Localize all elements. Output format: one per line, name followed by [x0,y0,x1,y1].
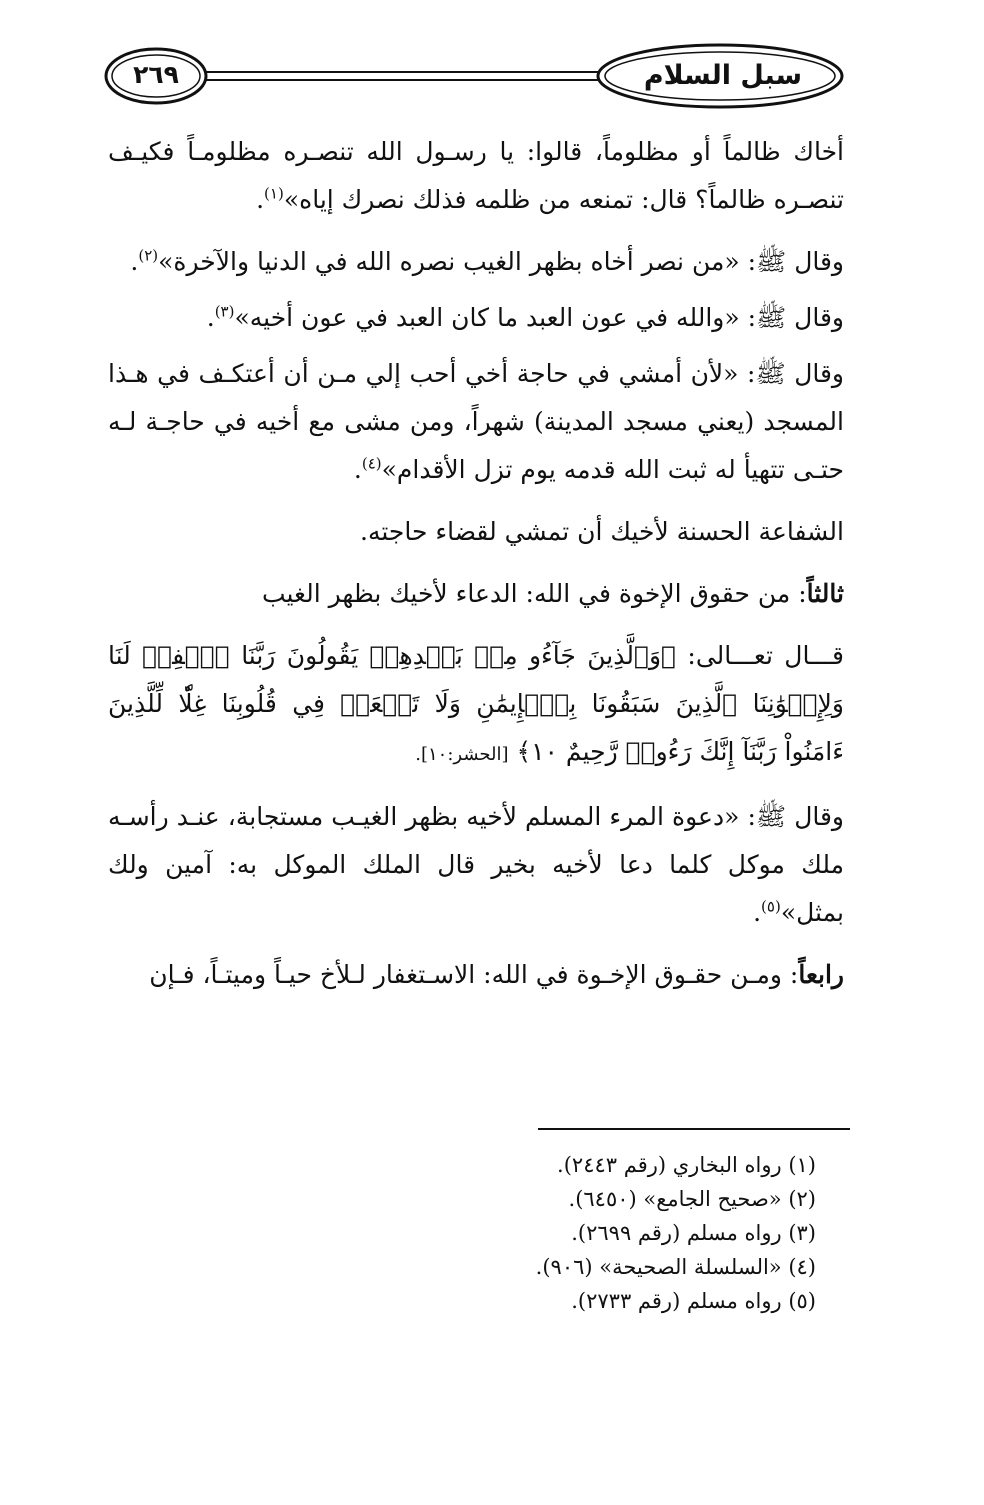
footnote-marker-2: (٢) [138,246,159,265]
footnote-marker-5: (٥) [761,897,781,916]
paragraph-4-text: وقال ﷺ: «لأن أمشي في حاجة أخي أحب إلي مـن أن أعتكـف في هـذا المسجد (يعني مسجد المدينة) شهراً، ومن مشى مع أخيه في حاجـة لـه حتـى تتهيأ له ثبت الله قدمه يوم تزل الأقدام» [108,359,844,484]
paragraph-9-text: : ومـن حقـوق الإخـوة في الله: الاسـتغفار لـلأخ حيـاً وميتـاً، فـإن [149,960,799,989]
paragraph-2: وقال ﷺ: «من نصر أخاه بظهر الغيب نصره الله في الدنيا والآخرة»$^{(٢)}$. [130,246,844,276]
paragraph-8-text: وقال ﷺ: «دعوة المرء المسلم لأخيه بظهر الغيـب مستجابة، عنـد رأسـه ملك موكل كلما دعا لأخيه بخير قال الملك الموكل به: آمين ولك بمثل» [108,802,844,927]
footnote-marker-1: (١) [264,184,284,203]
section-heading-third: ثالثاً [806,579,844,608]
footnote-marker-4: (٤) [361,454,382,473]
footnote-2: (٢) «صحيح الجامع» (٦٤٥٠). [568,1187,816,1211]
running-title: سبل السلام [643,60,803,91]
paragraph-6 [108,570,844,618]
footnote-5: (٥) رواه مسلم (رقم ٢٧٣٣). [571,1289,816,1313]
page-number: ٢٦٩ [133,60,179,89]
paragraph-1-text: أخاك ظالماً أو مظلوماً، قالوا: يا رسـول الله تنصـره مظلومـاً فكيـف تنصـره ظالماً؟ قال: تمنعه من ظلمه فذلك نصرك إياه» [108,137,844,214]
page-header [100,38,848,120]
paragraph-3-text: وقال ﷺ: «والله في عون العبد ما كان العبد في عون أخيه» [234,303,844,332]
section-heading-fourth: رابعاً [798,960,844,989]
footnote-1: (١) رواه البخاري (رقم ٢٤٤٣). [557,1153,816,1177]
paragraph-4: وقال ﷺ: «لأن أمشي في حاجة أخي أحب إلي مـن أن أعتكـف في هـذا المسجد (يعني مسجد المدينة) شهراً، ومن مشى مع أخيه في حاجـة لـه حتـى تتهيأ له ثبت الله قدمه يوم تزل الأقدام»$^{(٤)}$. [108,359,844,484]
paragraph-6-text: : من حقوق الإخوة في الله: الدعاء لأخيك بظهر الغيب [261,579,807,608]
paragraph-5 [108,508,844,556]
paragraph-8: وقال ﷺ: «دعوة المرء المسلم لأخيه بظهر الغيـب مستجابة، عنـد رأسـه ملك موكل كلما دعا لأخيه بخير قال الملك الموكل به: آمين ولك بمثل»$^{(٥)}$. [108,802,844,927]
footnote-separator [538,1128,850,1130]
body-text [108,128,844,1013]
paragraph-5-text: الشفاعة الحسنة لأخيك أن تمشي لقضاء حاجته. [360,517,844,546]
footnote-3: (٣) رواه مسلم (رقم ٢٦٩٩). [571,1221,816,1245]
quran-verse: ﴿وَٱلَّذِينَ جَآءُو مِنۢ بَعۡدِهِمۡ يَقُولُونَ رَبَّنَا ٱغۡفِرۡ لَنَا وَلِإِخۡوَٰنِنَا ٱلَّذِينَ سَبَقُونَا بِٱلۡإِيمَٰنِ وَلَا تَجۡعَلۡ فِي قُلُوبِنَا غِلّٗا لِّلَّذِينَ ءَامَنُواْ رَبَّنَآ إِنَّكَ رَءُوفٞ رَّحِيمٌ ١٠﴾ [108,641,844,766]
quran-reference: [الحشر:١٠]. [415,744,509,765]
paragraph-3: وقال ﷺ: «والله في عون العبد ما كان العبد في عون أخيه»$^{(٣)}$. [206,302,844,332]
paragraph-2-text: وقال ﷺ: «من نصر أخاه بظهر الغيب نصره الله في الدنيا والآخرة» [158,247,844,276]
footnote-marker-3: (٣) [214,302,235,321]
footnotes [108,1148,844,1318]
paragraph-7 [108,632,844,779]
quran-intro: قـــال تعـــالى: [676,641,844,670]
paragraph-9 [108,951,844,999]
footnote-4: (٤) «السلسلة الصحيحة» (٩٠٦). [535,1255,816,1279]
paragraph-1: أخاك ظالماً أو مظلوماً، قالوا: يا رسـول الله تنصـره مظلومـاً فكيـف تنصـره ظالماً؟ قال: تمنعه من ظلمه فذلك نصرك إياه»$^{(١)}$. [108,137,844,214]
